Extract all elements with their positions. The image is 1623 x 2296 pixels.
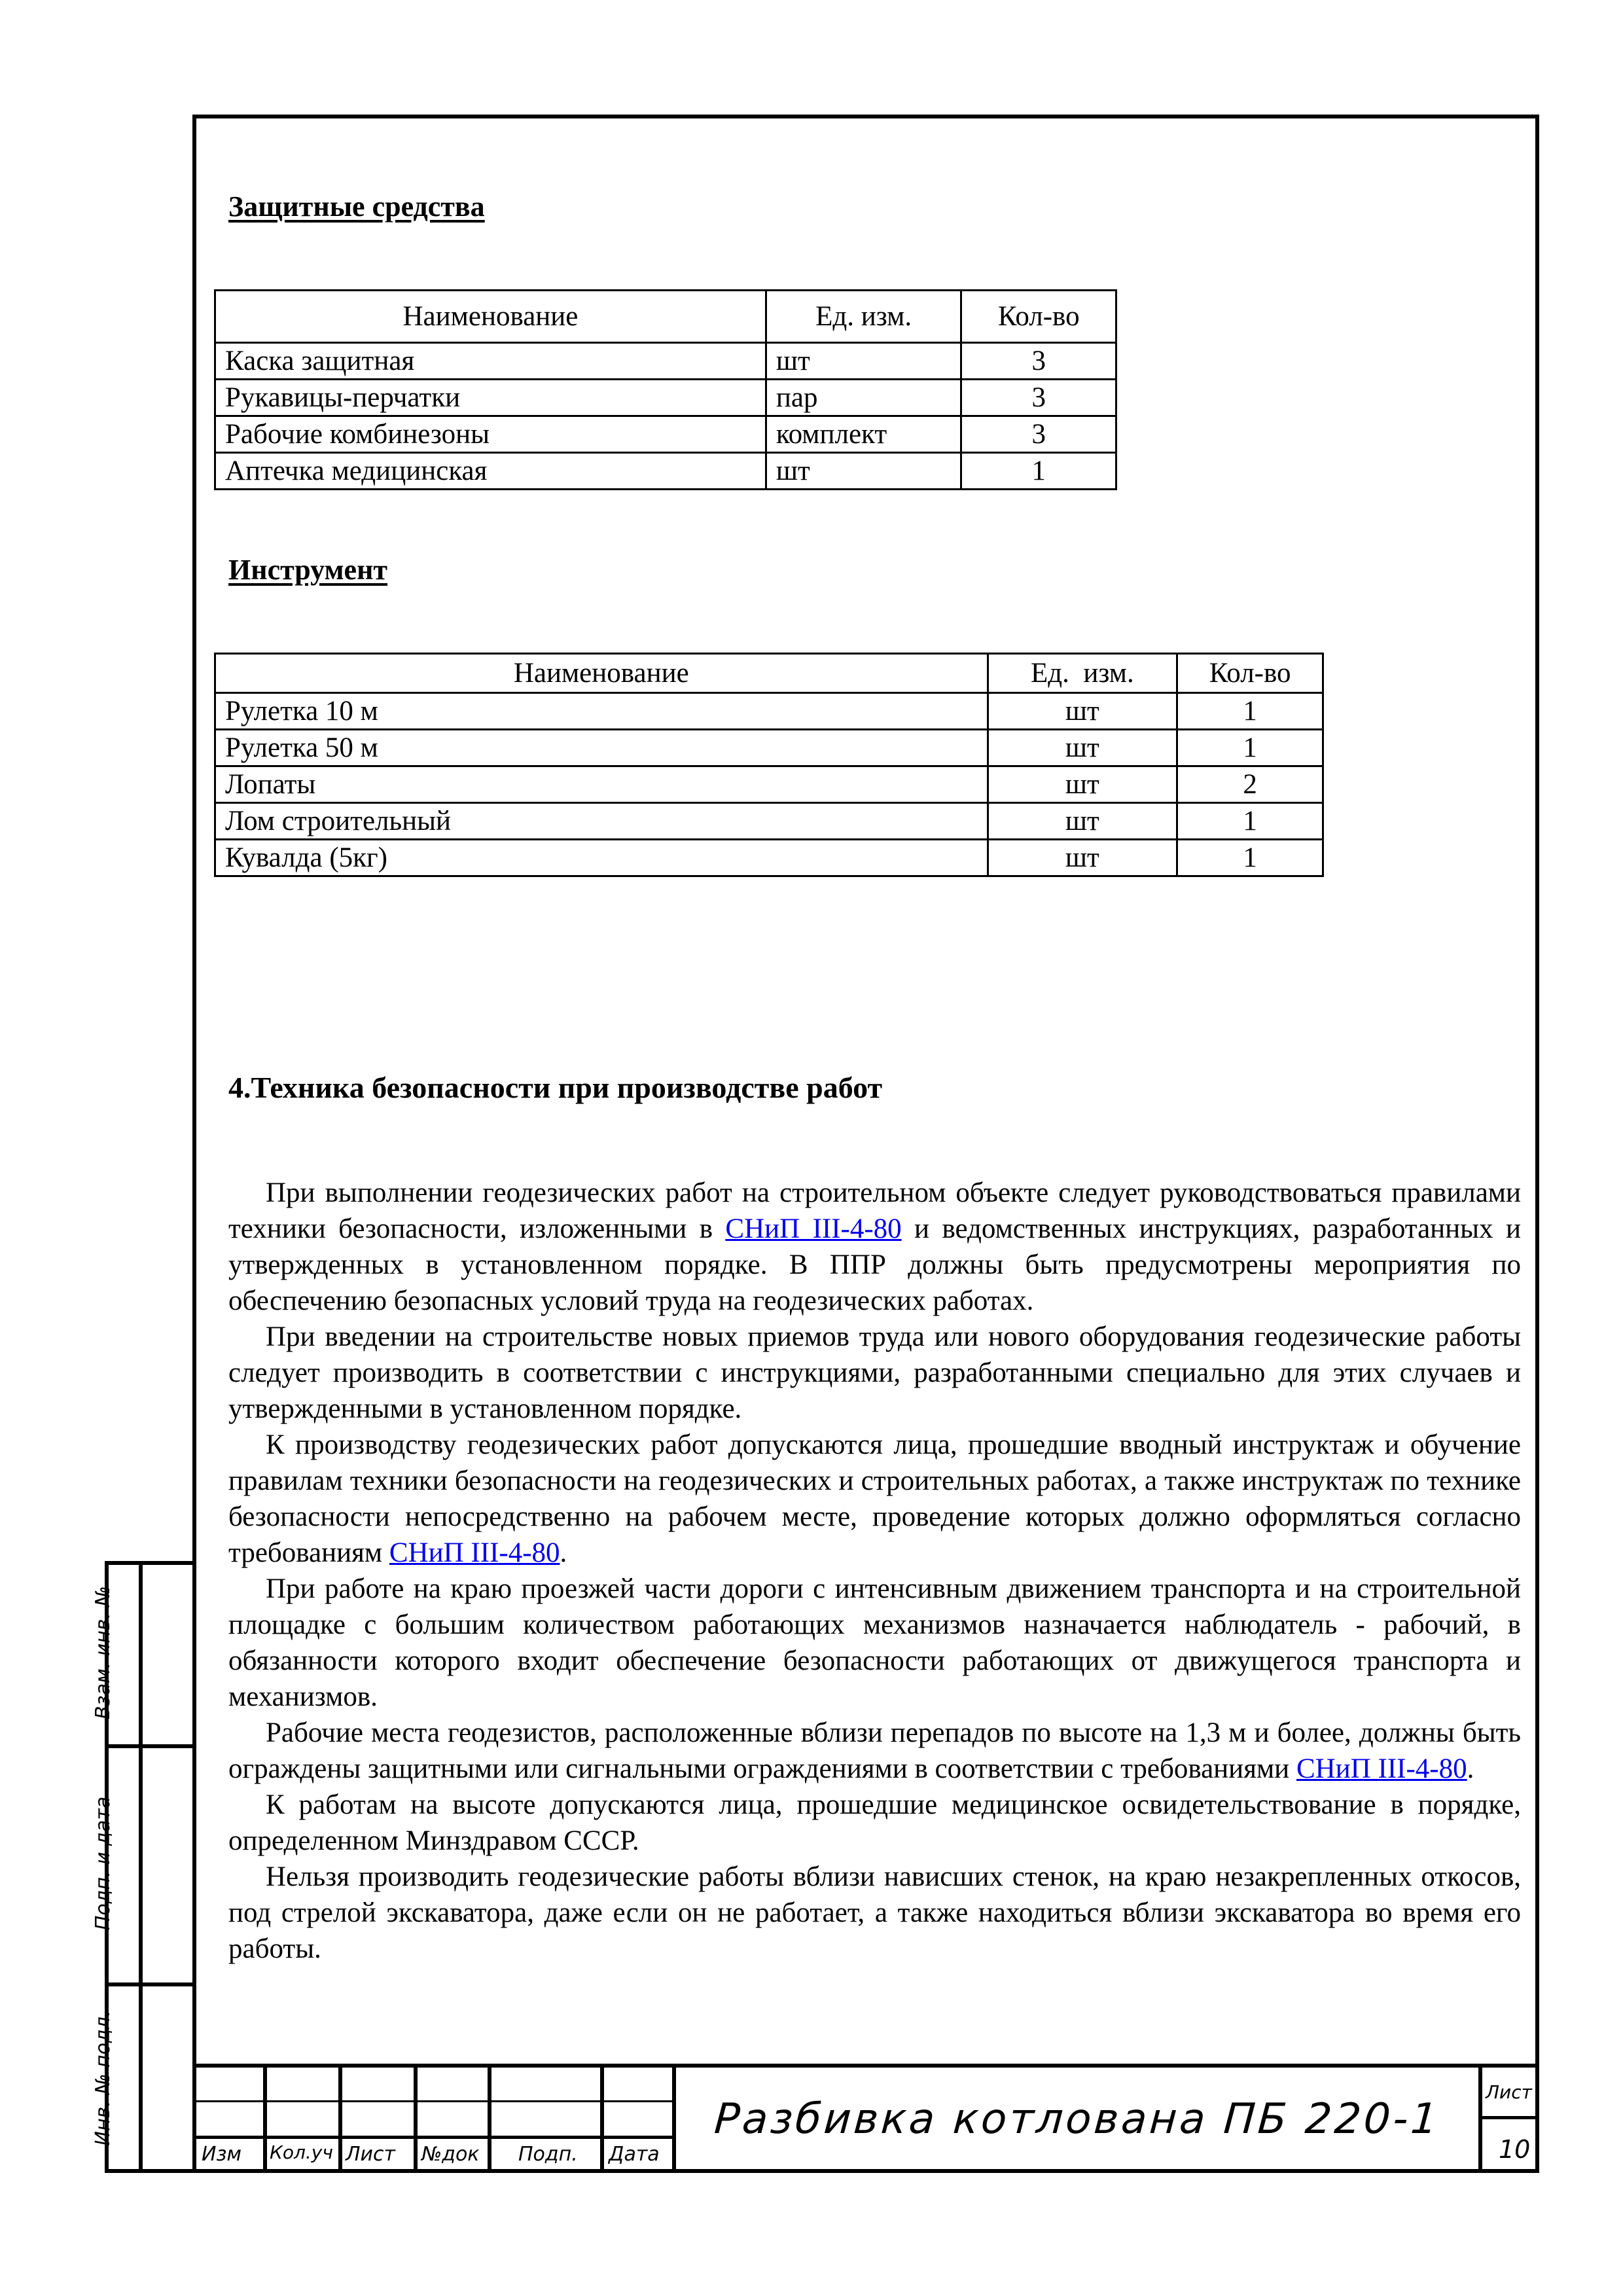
table-row bbox=[215, 766, 1323, 803]
document-title: Разбивка котлована ПБ 220-1 bbox=[713, 2095, 1442, 2144]
cell-name: Рулетка 50 м bbox=[215, 730, 988, 766]
cell-unit: шт bbox=[766, 343, 961, 380]
table-row bbox=[215, 453, 1116, 490]
table-row bbox=[215, 693, 1323, 730]
cell-qty: 1 bbox=[1177, 840, 1323, 876]
cell-unit: пар bbox=[766, 380, 961, 416]
side-strip-row-divider bbox=[105, 1982, 192, 1986]
signature-date-label: Подп. и дата bbox=[92, 1796, 115, 1931]
cell-unit: шт bbox=[988, 693, 1177, 730]
title-block-col-line bbox=[414, 2066, 418, 2173]
snip-link[interactable]: СНиП III-4-80 bbox=[725, 1213, 902, 1244]
cell-unit: шт bbox=[988, 840, 1177, 876]
cell-qty: 3 bbox=[961, 416, 1116, 453]
title-block-col-line bbox=[600, 2066, 604, 2173]
table-header-row bbox=[215, 654, 1323, 693]
table-row bbox=[215, 803, 1323, 840]
column-header-unit: Ед. изм. bbox=[988, 654, 1177, 693]
title-block-col-line bbox=[488, 2066, 491, 2173]
tb-label-signature: Подп. bbox=[518, 2143, 578, 2166]
original-inventory-label: Инв. № подл. bbox=[92, 2010, 115, 2146]
cell-unit: шт bbox=[988, 730, 1177, 766]
table-row bbox=[215, 416, 1116, 453]
cell-unit: шт bbox=[988, 766, 1177, 803]
paragraph-text: . bbox=[1467, 1753, 1474, 1784]
cell-qty: 1 bbox=[961, 453, 1116, 490]
cell-name: Аптечка медицинская bbox=[215, 453, 766, 490]
cell-unit: шт bbox=[988, 803, 1177, 840]
cell-name: Кувалда (5кг) bbox=[215, 840, 988, 876]
paragraph: При работе на краю проезжей части дороги с интенсивным движением транспорта и на строительной площадке с большим количеством работающих механизмов назначается наблюдатель - рабочий, в обязанности которого входит обеспечение безопасности работающих от движущегося транспорта и механизмов. bbox=[228, 1573, 1521, 1712]
tb-label-revision: Изм bbox=[202, 2143, 242, 2166]
table-row bbox=[215, 343, 1116, 380]
paragraph: Нельзя производить геодезические работы вблизи нависших стенок, на краю незакрепленных откосов, под стрелой экскаватора, даже если он не работает, а также находиться вблизи экскаватора во время его работы. bbox=[228, 1861, 1521, 1964]
cell-qty: 1 bbox=[1177, 803, 1323, 840]
cell-unit: комплект bbox=[766, 416, 961, 453]
paragraph-text: При выполнении геодезических работ на строительном объекте следует руководствоваться правилами техники безопасности, изложенными в bbox=[228, 1177, 1521, 1244]
replacement-inventory-label: Взам. инв. № bbox=[92, 1586, 115, 1719]
side-strip-row-divider bbox=[105, 1744, 192, 1748]
tb-label-date: Дата bbox=[609, 2143, 660, 2166]
cell-qty: 1 bbox=[1177, 693, 1323, 730]
cell-qty: 2 bbox=[1177, 766, 1323, 803]
paragraph-text: К производству геодезических работ допускаются лица, прошедшие вводный инструктаж и обучение правилам техники безопасности на геодезических и строительных работах, а также инструктаж по технике безопасности непосредственно на рабочем месте, проведение которых должно оформляться согласно требованиям bbox=[228, 1429, 1521, 1568]
paragraph bbox=[228, 1715, 1521, 1787]
paragraph: При введении на строительстве новых приемов труда или нового оборудования геодезические работы следует производить в соответствии с инструкциями, разработанными специально для этих случаев и утвержденными в установленном порядке. bbox=[228, 1321, 1521, 1424]
tb-label-sheet: Лист bbox=[346, 2143, 396, 2166]
cell-name: Лопаты bbox=[215, 766, 988, 803]
sheet-number: 10 bbox=[1499, 2135, 1531, 2164]
protective-equipment-heading: Защитные средства bbox=[228, 190, 485, 223]
title-block-col-line bbox=[338, 2066, 342, 2173]
sheet-label: Лист bbox=[1486, 2081, 1532, 2103]
paragraph bbox=[228, 1175, 1521, 1319]
table-row bbox=[215, 380, 1116, 416]
cell-qty: 1 bbox=[1177, 730, 1323, 766]
column-header-qty: Кол-во bbox=[1177, 654, 1323, 693]
paragraph bbox=[228, 1427, 1521, 1571]
safety-section-title: 4.Техника безопасности при производстве работ bbox=[228, 1071, 883, 1104]
snip-link[interactable]: СНиП III-4-80 bbox=[389, 1537, 560, 1568]
cell-unit: шт bbox=[766, 453, 961, 490]
snip-link[interactable]: СНиП III-4-80 bbox=[1296, 1753, 1467, 1784]
tools-heading: Инструмент bbox=[228, 554, 388, 586]
column-header-qty: Кол-во bbox=[961, 291, 1116, 343]
cell-qty: 3 bbox=[961, 343, 1116, 380]
cell-name: Рабочие комбинезоны bbox=[215, 416, 766, 453]
sheet-cell-divider bbox=[1480, 2116, 1539, 2119]
cell-qty: 3 bbox=[961, 380, 1116, 416]
title-block-col-line bbox=[263, 2066, 267, 2173]
protective-equipment-table bbox=[214, 289, 1117, 490]
cell-name: Рулетка 10 м bbox=[215, 693, 988, 730]
safety-body bbox=[228, 1175, 1521, 1967]
column-header-name: Наименование bbox=[215, 654, 988, 693]
tools-table bbox=[214, 653, 1324, 877]
tb-label-count: Кол.уч bbox=[270, 2142, 333, 2163]
side-strip-divider bbox=[139, 1561, 143, 2173]
side-stamp-strip bbox=[105, 1561, 192, 2173]
cell-name: Каска защитная bbox=[215, 343, 766, 380]
table-row bbox=[215, 730, 1323, 766]
table-header-row bbox=[215, 291, 1116, 343]
cell-name: Рукавицы-перчатки bbox=[215, 380, 766, 416]
column-header-unit: Ед. изм. bbox=[766, 291, 961, 343]
column-header-name: Наименование bbox=[215, 291, 766, 343]
paragraph-text: Рабочие места геодезистов, расположенные вблизи перепадов по высоте на 1,3 м и более, должны быть ограждены защитными или сигнальными ограждениями в соответствии с требованиями bbox=[228, 1717, 1521, 1784]
table-row bbox=[215, 840, 1323, 876]
tb-label-doc-number: №док bbox=[421, 2143, 480, 2166]
paragraph-text: и ведомственных инструкциях, разработанных и утвержденных в установленном порядке. В ППР должны быть предусмотрены мероприятия по обеспечению безопасных условий труда на геодезических работах. bbox=[228, 1213, 1521, 1316]
paragraph-text: . bbox=[560, 1537, 567, 1568]
paragraph: К работам на высоте допускаются лица, прошедшие медицинское освидетельствование в порядке, определенном Минздравом СССР. bbox=[228, 1789, 1521, 1856]
cell-name: Лом строительный bbox=[215, 803, 988, 840]
